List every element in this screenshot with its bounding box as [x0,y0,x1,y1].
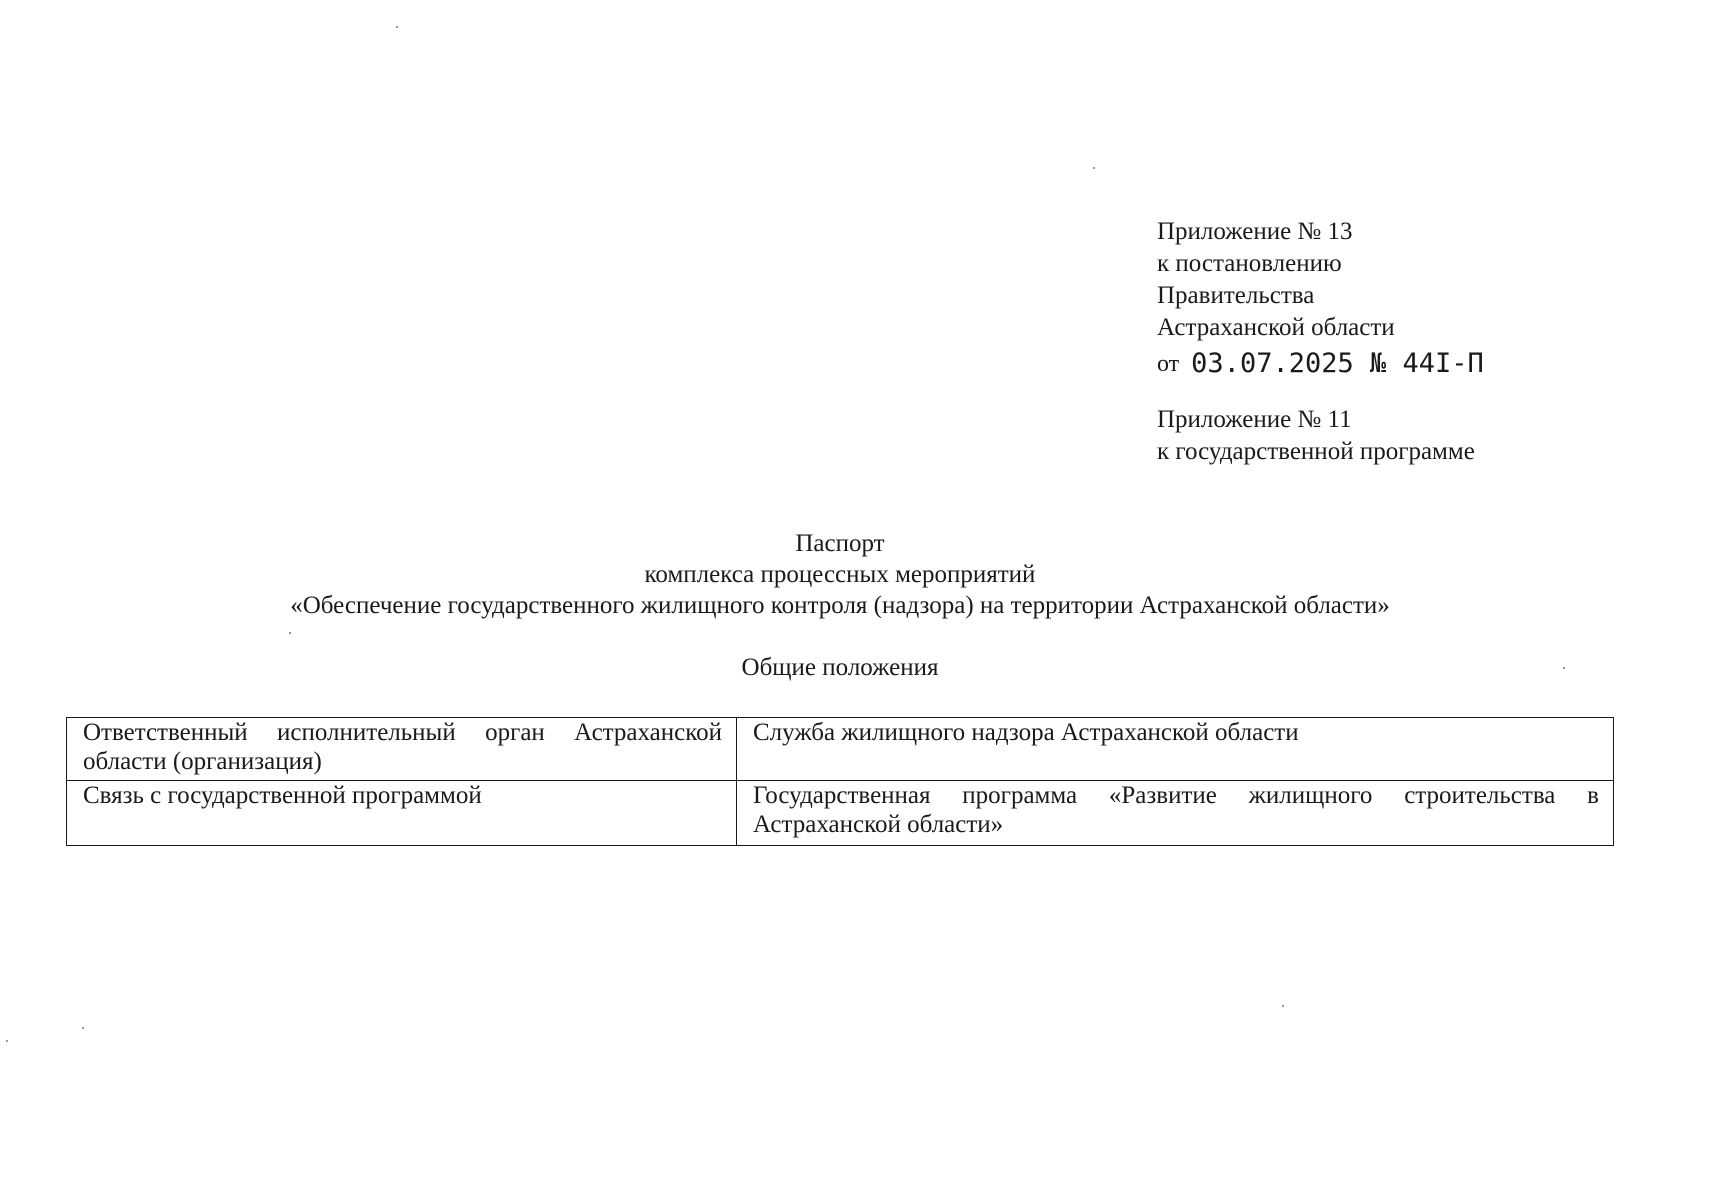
title-subject: «Обеспечение государственного жилищного контроля (надзора) на территории Астраханской области» [290,592,1390,619]
scan-speck [396,26,398,28]
row-value-responsible-body: Служба жилищного надзора Астраханской области [737,718,1614,781]
scan-speck [289,632,291,634]
scan-speck [1563,667,1565,669]
program-appendix-target: к государственной программе [1157,438,1475,465]
appendix-date-number: 03.07.2025 № 44I-П [1191,348,1484,379]
appendix-region: Астраханской области [1157,314,1395,341]
appendix-date-line [1157,348,1484,381]
general-provisions-table [66,717,1614,846]
title-complex: комплекса процессных мероприятий [644,561,1036,588]
appendix-stamp [1157,216,1484,381]
appendix-to-resolution: к постановлению [1157,250,1342,277]
row-value-program-link: Государственная программа «Развитие жилищного строительства в Астраханской области» [737,781,1614,846]
scan-speck [82,1027,84,1029]
program-appendix-number: Приложение № 11 [1157,406,1352,433]
section-heading: Общие положения [741,654,939,681]
scan-speck [6,1040,8,1042]
scan-speck [1093,167,1095,169]
row-label-responsible-body: Ответственный исполнительный орган Астраханской области (организация) [67,718,737,781]
title-passport: Паспорт [795,530,885,557]
program-appendix-stamp [1157,404,1475,468]
appendix-government: Правительства [1157,282,1315,309]
appendix-date-prefix: от [1157,351,1180,377]
row-label-program-link: Связь с государственной программой [67,781,737,846]
document-title [0,528,1680,621]
table-row [67,718,1614,781]
table-row [67,781,1614,846]
scan-speck [1282,1005,1284,1007]
appendix-number: Приложение № 13 [1157,218,1353,245]
